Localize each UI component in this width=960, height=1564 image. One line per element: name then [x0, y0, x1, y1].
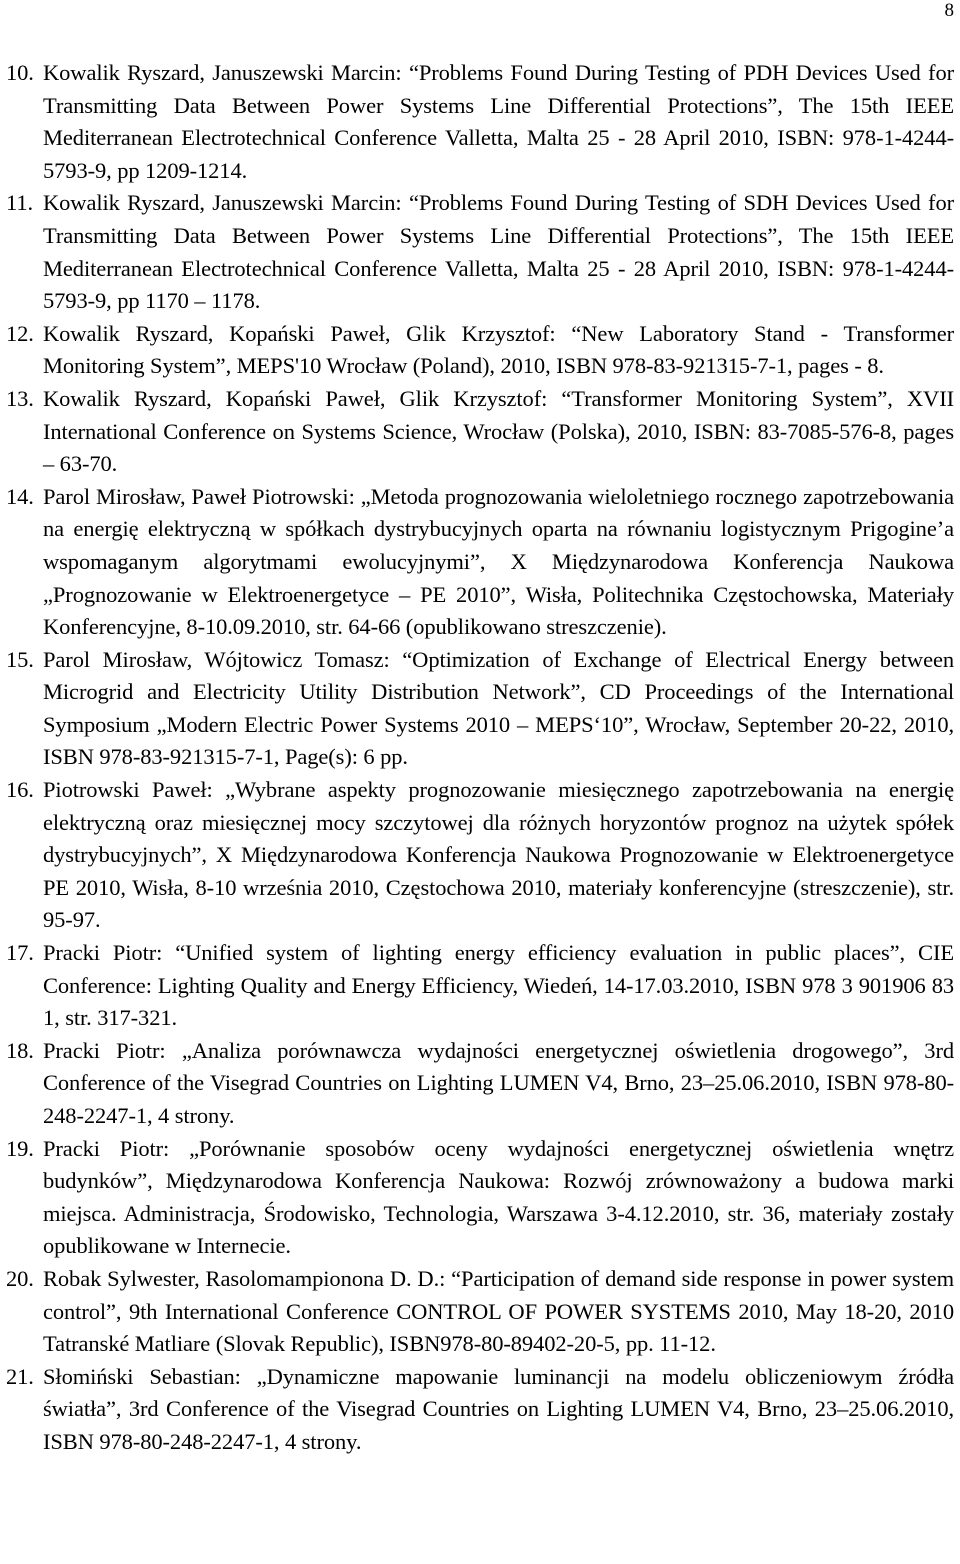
reference-number: 16.: [6, 777, 34, 803]
reference-text: Robak Sylwester, Rasolomampionona D. D.: “Participation of demand side response in power system control”, 9th International Conference CONTROL OF POWER SYSTEMS 2010, May 18-20, 2010 Tatranské Matliare (Slovak Republic), ISBN978-80-89402-20-5, pp. 11-12.: [43, 1265, 954, 1357]
reference-text: Pracki Piotr: „Porównanie sposobów oceny wydajności energetycznej oświetlenia wnętrz budynków”, Międzynarodowa Konferencja Naukowa: Rozwój zrównoważony a budowa marki miejsca. Administracja, Środowisko, Technologia, Warszawa 3-4.12.2010, str. 36, materiały zostały opublikowane w Internecie.: [43, 1135, 954, 1259]
reference-item: [0, 1263, 960, 1361]
reference-item: [0, 774, 960, 937]
reference-item: [0, 187, 960, 317]
reference-number: 15.: [6, 646, 34, 672]
reference-number: 17.: [6, 940, 34, 966]
reference-item: [0, 644, 960, 774]
reference-number: 13.: [6, 385, 34, 411]
reference-number: 12.: [6, 320, 34, 346]
reference-text: Parol Mirosław, Paweł Piotrowski: „Metoda prognozowania wieloletniego rocznego zapotrzebowania na energię elektryczną w spółkach dystrybucyjnych oparta na równaniu logistycznym Prigogine’a wspomaganym algorytmami ewolucyjnymi”, X Międzynarodowa Konferencja Naukowa „Prognozowanie w Elektroenergetyce – PE 2010”, Wisła, Politechnika Częstochowska, Materiały Konferencyjne, 8-10.09.2010, str. 64-66 (opublikowano streszczenie).: [43, 483, 954, 640]
reference-text: Kowalik Ryszard, Kopański Paweł, Glik Krzysztof: “Transformer Monitoring System”, XVII International Conference on Systems Science, Wrocław (Polska), 2010, ISBN: 83-7085-576-8, pages – 63-70.: [43, 385, 954, 477]
page-number: 8: [944, 0, 954, 21]
reference-number: 21.: [6, 1363, 34, 1389]
reference-list: [0, 57, 960, 1459]
reference-number: 18.: [6, 1037, 34, 1063]
reference-item: [0, 1133, 960, 1263]
reference-number: 14.: [6, 483, 34, 509]
reference-item: [0, 318, 960, 383]
reference-item: [0, 383, 960, 481]
reference-text: Piotrowski Paweł: „Wybrane aspekty prognozowanie miesięcznego zapotrzebowania na energię elektryczną oraz miesięcznej mocy szczytowej dla różnych horyzontów prognoz na użytek spółek dystrybucyjnych”, X Międzynarodowa Konferencja Naukowa Prognozowanie w Elektroenergetyce PE 2010, Wisła, 8-10 września 2010, Częstochowa 2010, materiały konferencyjne (streszczenie), str. 95-97.: [43, 777, 954, 933]
reference-text: Kowalik Ryszard, Kopański Paweł, Glik Krzysztof: “New Laboratory Stand - Transformer Monitoring System”, MEPS'10 Wrocław (Poland), 2010, ISBN 978-83-921315-7-1, pages - 8.: [43, 320, 954, 379]
reference-text: Parol Mirosław, Wójtowicz Tomasz: “Optimization of Exchange of Electrical Energy between Microgrid and Electricity Utility Distribution Network”, CD Proceedings of the International Symposium „Modern Electric Power Systems 2010 – MEPS‘10”, Wrocław, September 20-22, 2010, ISBN 978-83-921315-7-1, Page(s): 6 pp.: [43, 646, 954, 770]
reference-item: [0, 481, 960, 644]
reference-text: Słomiński Sebastian: „Dynamiczne mapowanie luminancji na modelu obliczeniowym źródła światła”, 3rd Conference of the Visegrad Countries on Lighting LUMEN V4, Brno, 23–25.06.2010, ISBN 978-80-248-2247-1, 4 strony.: [43, 1363, 954, 1454]
reference-item: [0, 1035, 960, 1133]
reference-number: 20.: [6, 1265, 34, 1291]
reference-text: Kowalik Ryszard, Januszewski Marcin: “Problems Found During Testing of SDH Devices Used for Transmitting Data Between Power Systems Line Differential Protections”, The 15th IEEE Mediterranean Electrotechnical Conference Valletta, Malta 25 - 28 April 2010, ISBN: 978-1-4244-5793-9, pp 1170 – 1178.: [43, 190, 954, 314]
reference-text: Pracki Piotr: “Unified system of lighting energy efficiency evaluation in public places”, CIE Conference: Lighting Quality and Energy Efficiency, Wiedeń, 14-17.03.2010, ISBN 978 3 901906 83 1, str. 317-321.: [43, 940, 954, 1031]
reference-text: Pracki Piotr: „Analiza porównawcza wydajności energetycznej oświetlenia drogowego”, 3rd Conference of the Visegrad Countries on Lighting LUMEN V4, Brno, 23–25.06.2010, ISBN 978-80-248-2247-1, 4 strony.: [43, 1037, 954, 1128]
reference-number: 11.: [6, 190, 33, 216]
reference-number: 10.: [6, 60, 34, 85]
reference-item: [0, 1361, 960, 1459]
reference-item: [0, 937, 960, 1035]
reference-item: [0, 57, 960, 187]
reference-text: Kowalik Ryszard, Januszewski Marcin: “Problems Found During Testing of PDH Devices Used for Transmitting Data Between Power Systems Line Differential Protections”, The 15th IEEE Mediterranean Electrotechnical Conference Valletta, Malta 25 - 28 April 2010, ISBN: 978-1-4244-5793-9, pp 1209-1214.: [43, 60, 954, 183]
reference-number: 19.: [6, 1135, 34, 1161]
